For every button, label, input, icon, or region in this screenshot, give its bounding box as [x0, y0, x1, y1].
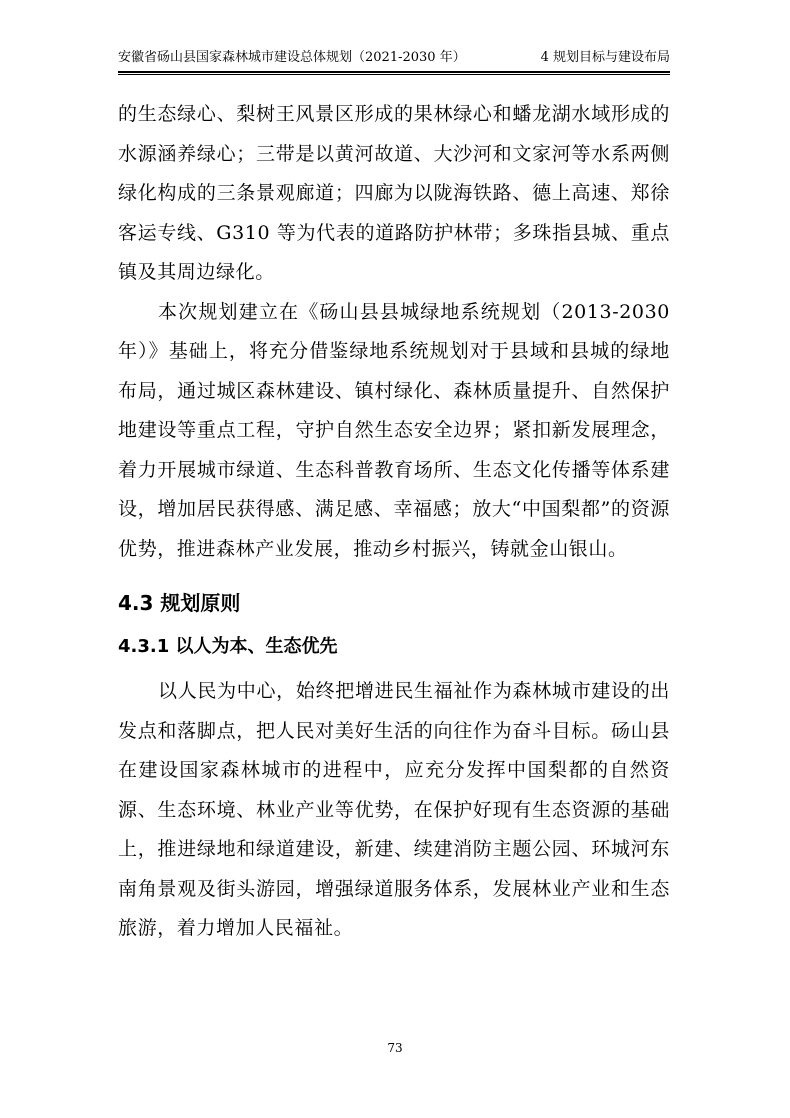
body-paragraph: 本次规划建立在《砀山县县城绿地系统规划（2013-2030 年）》基础上，将充分借鉴绿地系统规划对于县域和县城的绿地布局，通过城区森林建设、镇村绿化、森林质量提升、自然保护地建设等重点工程，守护自然生态安全边界；紧扣新发展理念，着力开展城市绿道、生态科普教育场所、生态文化传播等体系建设，增加居民获得感、满足感、幸福感；放大“中国梨都”的资源优势，推进森林产业发展，推动乡村振兴，铸就金山银山。 [118, 300, 670, 560]
section-heading: 4.3 规划原则 [118, 591, 241, 615]
header-chapter-title: 4 规划目标与建设布局 [540, 50, 670, 65]
body-paragraph: 以人民为中心，始终把增进民生福祉作为森林城市建设的出发点和落脚点，把人民对美好生活的向往作为奋斗目标。砀山县在建设国家森林城市的进程中，应充分发挥中国梨都的自然资源、生态环境、林业产业等优势，在保护好现有生态资源的基础上，推进绿地和绿道建设，新建、续建消防主题公园、环城河东南角景观及街头游园，增强绿道服务体系，发展林业产业和生态旅游，着力增加人民福祉。 [118, 680, 670, 939]
header-document-title: 安徽省砀山县国家森林城市建设总体规划（2021-2030 年） [118, 50, 466, 65]
page-body [118, 95, 670, 949]
header-divider-thin [118, 74, 670, 75]
running-header [118, 48, 670, 72]
subsection-heading: 4.3.1 以人为本、生态优先 [118, 636, 338, 657]
page-number: 73 [387, 1041, 403, 1055]
header-divider [118, 71, 670, 73]
body-paragraph-continued: 的生态绿心、梨树王风景区形成的果林绿心和蟠龙湖水域形成的水源涵养绿心；三带是以黄河故道、大沙河和文家河等水系两侧绿化构成的三条景观廊道；四廊为以陇海铁路、德上高速、郑徐客运专线、G310 等为代表的道路防护林带；多珠指县城、重点镇及其周边绿化。 [118, 103, 670, 283]
